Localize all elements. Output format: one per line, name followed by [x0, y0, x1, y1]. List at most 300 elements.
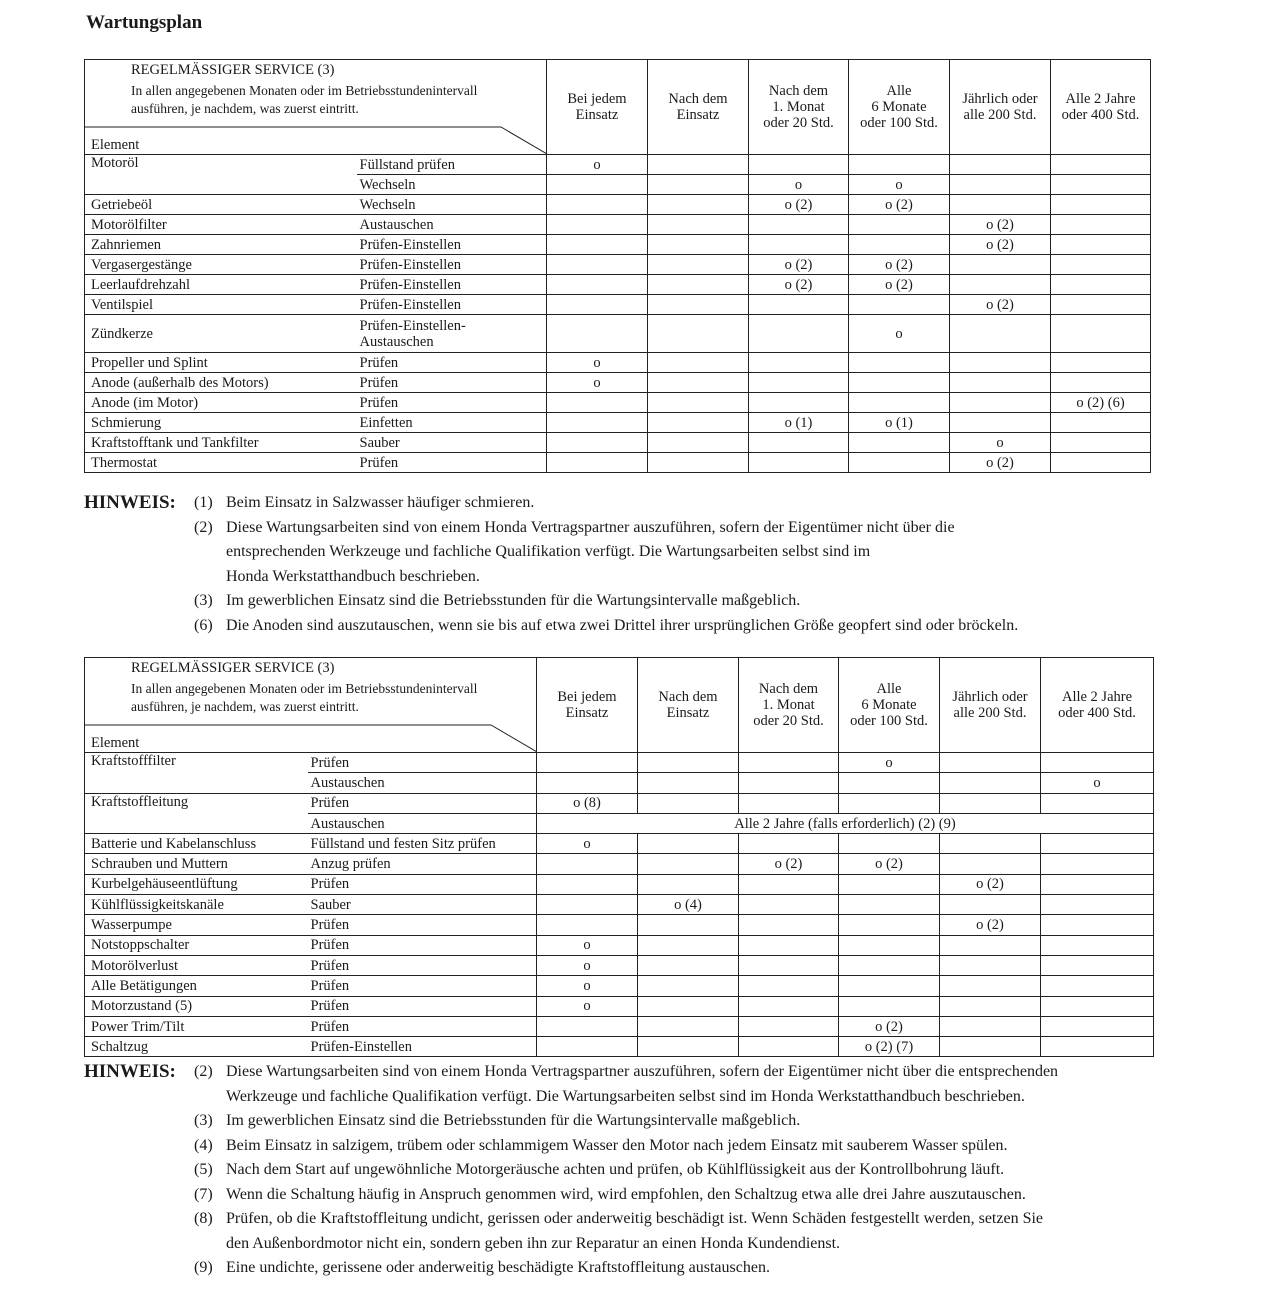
- interval-mark: o (2): [950, 215, 1051, 235]
- interval-mark: o (2): [940, 874, 1041, 894]
- interval-mark: o (8): [537, 793, 638, 813]
- note-text: Diese Wartungsarbeiten sind von einem Honda Vertragspartner auszuführen, sofern der Eigentümer nicht über die: [226, 518, 955, 536]
- maintenance-action: [357, 175, 547, 195]
- interval-mark: [950, 275, 1051, 295]
- action-text: Füllstand prüfen: [359, 156, 455, 173]
- interval-column-header: [849, 60, 950, 155]
- interval-mark: o (1): [849, 413, 950, 433]
- element-name: Kühlflüssigkeitskanäle: [85, 895, 308, 915]
- note-number: (3): [194, 1112, 213, 1129]
- interval-mark: [739, 996, 839, 1016]
- interval-column-header: [739, 658, 839, 753]
- column-header-line: 6 Monate: [871, 99, 927, 115]
- interval-mark: o (2): [749, 255, 849, 275]
- interval-mark: [950, 373, 1051, 393]
- interval-mark: [849, 353, 950, 373]
- interval-mark: [537, 753, 638, 773]
- note-number: (3): [194, 592, 213, 609]
- interval-mark: o (2): [839, 854, 940, 874]
- interval-mark: [648, 295, 749, 315]
- column-header-line: Einsatz: [676, 107, 720, 123]
- interval-mark: o (2): [950, 295, 1051, 315]
- action-text: Wechseln: [359, 196, 416, 213]
- table-row: [85, 935, 1154, 955]
- interval-mark: [1051, 255, 1151, 275]
- element-name: Zahnriemen: [85, 235, 357, 255]
- interval-mark: [950, 175, 1051, 195]
- table-row: [85, 453, 1151, 473]
- interval-mark: [940, 955, 1041, 975]
- interval-mark: o: [537, 976, 638, 996]
- column-header-line: alle 200 Std.: [963, 107, 1037, 123]
- interval-mark: [839, 996, 940, 1016]
- service-title: REGELMÄSSIGER SERVICE (3): [131, 62, 335, 78]
- interval-mark: [547, 413, 648, 433]
- table-row: [85, 915, 1154, 935]
- table-row: [85, 215, 1151, 235]
- action-text: Füllstand und festen Sitz prüfen: [310, 835, 496, 852]
- interval-mark: [1051, 195, 1151, 215]
- interval-mark: o (2): [940, 915, 1041, 935]
- interval-mark: [547, 235, 648, 255]
- action-text: Prüfen-Einstellen: [359, 296, 461, 313]
- interval-mark: o (4): [638, 895, 739, 915]
- header-corner: [85, 60, 547, 155]
- interval-span-note: Alle 2 Jahre (falls erforderlich) (2) (9): [537, 813, 1154, 833]
- maintenance-action: [357, 353, 547, 373]
- interval-mark: [537, 1037, 638, 1057]
- note-text: Werkzeuge und fachliche Qualifikation verfügt. Die Wartungsarbeiten selbst sind im Honda Werkstatthandbuch beschrieben.: [226, 1087, 1025, 1105]
- element-header: Element: [91, 137, 140, 153]
- interval-mark: [537, 895, 638, 915]
- interval-mark: [739, 773, 839, 793]
- maintenance-action: [357, 275, 547, 295]
- interval-mark: [739, 1016, 839, 1036]
- maintenance-action: [357, 155, 547, 175]
- interval-column-header: [648, 60, 749, 155]
- interval-mark: [1051, 155, 1151, 175]
- element-name: Motorzustand (5): [85, 996, 308, 1016]
- interval-mark: [940, 895, 1041, 915]
- maintenance-action: [357, 413, 547, 433]
- interval-mark: o (2): [849, 195, 950, 215]
- interval-mark: [950, 255, 1051, 275]
- action-text: Sauber: [310, 896, 351, 913]
- interval-column-header: [749, 60, 849, 155]
- interval-mark: [547, 315, 648, 353]
- note-text: entsprechenden Werkzeuge und fachliche Qualifikation verfügt. Die Wartungsarbeiten selbst sind im: [226, 543, 871, 560]
- interval-mark: [547, 433, 648, 453]
- table-row: [85, 976, 1154, 996]
- description-line: ausführen, je nachdem, was zuerst eintritt.: [131, 101, 359, 116]
- maintenance-table-2: [84, 657, 1154, 1057]
- interval-mark: [638, 976, 739, 996]
- interval-mark: [537, 1016, 638, 1036]
- table-row: [85, 793, 1154, 813]
- interval-mark: [547, 175, 648, 195]
- interval-mark: [849, 393, 950, 413]
- maintenance-action: [357, 255, 547, 275]
- interval-mark: [537, 854, 638, 874]
- interval-column-header: [537, 658, 638, 753]
- column-header-line: oder 20 Std.: [763, 115, 834, 131]
- maintenance-action: [357, 215, 547, 235]
- interval-mark: [739, 915, 839, 935]
- interval-mark: o: [537, 935, 638, 955]
- column-header-line: Nach dem: [668, 91, 728, 107]
- interval-mark: o: [547, 353, 648, 373]
- action-text: Austauschen: [359, 216, 434, 233]
- maintenance-action: [308, 854, 537, 874]
- note-number: (2): [194, 1063, 213, 1080]
- note-number: (9): [194, 1259, 213, 1276]
- interval-mark: o: [537, 834, 638, 854]
- maintenance-action: [308, 895, 537, 915]
- interval-mark: [739, 1037, 839, 1057]
- table-row: [85, 1037, 1154, 1057]
- interval-mark: [839, 773, 940, 793]
- action-text: Prüfen: [359, 374, 399, 391]
- interval-mark: [749, 453, 849, 473]
- column-header-line: Nach dem: [758, 681, 819, 697]
- interval-mark: [1041, 793, 1154, 813]
- interval-mark: [638, 854, 739, 874]
- interval-mark: [1041, 895, 1154, 915]
- interval-mark: o: [537, 955, 638, 975]
- action-text: Prüfen: [310, 876, 350, 893]
- element-name: Alle Betätigungen: [85, 976, 308, 996]
- interval-mark: [648, 433, 749, 453]
- action-text: Prüfen: [310, 754, 350, 771]
- table-row: [85, 834, 1154, 854]
- note-text: Die Anoden sind auszutauschen, wenn sie bis auf etwa zwei Drittel ihrer ursprünglichen Größe geopfert sind oder bröckeln.: [226, 616, 1019, 634]
- element-name: Anode (außerhalb des Motors): [85, 373, 357, 393]
- table-row: [85, 996, 1154, 1016]
- column-header-line: Einsatz: [666, 705, 710, 721]
- maintenance-action: [357, 315, 547, 353]
- interval-mark: [537, 915, 638, 935]
- interval-column-header: [638, 658, 739, 753]
- note-text: Beim Einsatz in Salzwasser häufiger schmieren.: [226, 494, 535, 511]
- interval-mark: [849, 215, 950, 235]
- element-name: Power Trim/Tilt: [85, 1016, 308, 1036]
- interval-mark: [940, 976, 1041, 996]
- maintenance-action: [308, 996, 537, 1016]
- interval-mark: [638, 874, 739, 894]
- table-row: [85, 155, 1151, 175]
- maintenance-action: [308, 935, 537, 955]
- maintenance-action: [308, 793, 537, 813]
- element-name: Wasserpumpe: [85, 915, 308, 935]
- maintenance-action: [308, 834, 537, 854]
- table-row: [85, 874, 1154, 894]
- interval-mark: [1041, 915, 1154, 935]
- interval-mark: [638, 834, 739, 854]
- action-text: Prüfen-Einstellen: [359, 276, 461, 293]
- interval-mark: [1041, 955, 1154, 975]
- action-text: Prüfen: [310, 917, 350, 934]
- interval-mark: [547, 393, 648, 413]
- interval-mark: [547, 195, 648, 215]
- action-text: Prüfen: [359, 454, 399, 471]
- interval-mark: [547, 453, 648, 473]
- interval-mark: [547, 215, 648, 235]
- interval-mark: [839, 895, 940, 915]
- column-header-line: 6 Monate: [861, 697, 917, 713]
- maintenance-action: [308, 874, 537, 894]
- column-header-line: oder 100 Std.: [860, 115, 938, 131]
- interval-mark: [849, 373, 950, 393]
- table-row: [85, 255, 1151, 275]
- interval-mark: [839, 874, 940, 894]
- action-text: Prüfen: [310, 795, 350, 812]
- description-line: ausführen, je nachdem, was zuerst eintritt.: [131, 699, 359, 714]
- table-row: [85, 895, 1154, 915]
- interval-mark: [1051, 275, 1151, 295]
- interval-column-header: [940, 658, 1041, 753]
- interval-mark: [839, 915, 940, 935]
- interval-mark: [950, 155, 1051, 175]
- maintenance-action: [357, 453, 547, 473]
- maintenance-action: [357, 393, 547, 413]
- note-text: den Außenbordmotor nicht ein, sondern geben ihn zur Reparatur an einen Honda Kundendienst.: [226, 1234, 841, 1252]
- interval-mark: [648, 353, 749, 373]
- interval-mark: [1041, 935, 1154, 955]
- interval-mark: [638, 1037, 739, 1057]
- column-header-line: alle 200 Std.: [953, 705, 1027, 721]
- interval-mark: [849, 155, 950, 175]
- element-name: Motorölfilter: [85, 215, 357, 235]
- interval-mark: [940, 793, 1041, 813]
- interval-mark: o (2): [749, 195, 849, 215]
- interval-mark: [648, 195, 749, 215]
- interval-mark: o: [950, 433, 1051, 453]
- action-text: Prüfen-Einstellen: [359, 236, 461, 253]
- interval-mark: [638, 955, 739, 975]
- interval-mark: o: [537, 996, 638, 1016]
- interval-mark: [749, 373, 849, 393]
- element-name: Zündkerze: [85, 315, 357, 353]
- interval-mark: [648, 275, 749, 295]
- note-text: Diese Wartungsarbeiten sind von einem Honda Vertragspartner auszuführen, sofern der Eigentümer nicht über die entsprechenden: [226, 1063, 1059, 1080]
- interval-mark: [1051, 413, 1151, 433]
- element-name: Anode (im Motor): [85, 393, 357, 413]
- action-text: Prüfen: [310, 998, 350, 1015]
- header-row: [85, 60, 1151, 155]
- interval-mark: o (2): [950, 453, 1051, 473]
- interval-mark: [749, 353, 849, 373]
- interval-mark: [1041, 753, 1154, 773]
- interval-mark: [849, 295, 950, 315]
- action-text: Prüfen-Einstellen: [359, 256, 461, 273]
- element-name: Batterie und Kabelanschluss: [85, 834, 308, 854]
- interval-mark: [648, 215, 749, 235]
- interval-mark: [1051, 315, 1151, 353]
- interval-mark: o: [849, 315, 950, 353]
- maintenance-action: [308, 1016, 537, 1036]
- action-text: Einfetten: [359, 414, 413, 431]
- action-text: Austauschen: [310, 815, 385, 832]
- interval-mark: [849, 433, 950, 453]
- column-header-line: 1. Monat: [762, 697, 815, 713]
- interval-mark: o: [547, 373, 648, 393]
- table-row: [85, 1016, 1154, 1036]
- interval-mark: [950, 195, 1051, 215]
- maintenance-table-1: [84, 59, 1151, 473]
- action-text: Austauschen: [310, 774, 385, 791]
- interval-mark: [1051, 373, 1151, 393]
- element-name: Kurbelgehäuseentlüftung: [85, 874, 308, 894]
- interval-mark: [1051, 175, 1151, 195]
- interval-mark: o (2) (6): [1051, 393, 1151, 413]
- column-header-line: oder 400 Std.: [1061, 107, 1140, 123]
- note-text: Eine undichte, gerissene oder anderweitig beschädigte Kraftstoffleitung austauschen.: [226, 1259, 770, 1276]
- table-row: [85, 235, 1151, 255]
- table-row: [85, 753, 1154, 773]
- interval-mark: [739, 935, 839, 955]
- maintenance-action: [308, 813, 537, 833]
- action-text: Austauschen: [359, 333, 434, 350]
- interval-mark: o (1): [749, 413, 849, 433]
- action-text: Prüfen: [310, 937, 350, 954]
- interval-mark: [537, 773, 638, 793]
- interval-mark: [950, 413, 1051, 433]
- interval-mark: [638, 793, 739, 813]
- interval-mark: [1041, 1037, 1154, 1057]
- interval-mark: o (2): [749, 275, 849, 295]
- note-text: Im gewerblichen Einsatz sind die Betriebsstunden für die Wartungsintervalle maßgeblich.: [226, 1112, 801, 1129]
- interval-mark: o (2): [849, 275, 950, 295]
- interval-mark: [749, 295, 849, 315]
- interval-mark: o: [849, 175, 950, 195]
- notes-label: HINWEIS:: [84, 1061, 176, 1082]
- interval-mark: [1051, 433, 1151, 453]
- interval-mark: [749, 315, 849, 353]
- maintenance-action: [357, 195, 547, 215]
- interval-mark: o (2): [849, 255, 950, 275]
- interval-mark: [547, 295, 648, 315]
- interval-mark: [940, 753, 1041, 773]
- action-text: Sauber: [359, 434, 400, 451]
- maintenance-action: [357, 373, 547, 393]
- note-number: (5): [194, 1161, 213, 1178]
- interval-mark: [648, 175, 749, 195]
- note-number: (8): [194, 1210, 213, 1227]
- interval-mark: [638, 935, 739, 955]
- note-text: Honda Werkstatthandbuch beschrieben.: [226, 567, 480, 585]
- interval-mark: [739, 793, 839, 813]
- maintenance-action: [308, 955, 537, 975]
- action-text: Prüfen: [310, 1018, 350, 1035]
- note-number: (4): [194, 1136, 213, 1154]
- interval-mark: [950, 393, 1051, 413]
- interval-mark: [1041, 834, 1154, 854]
- table-row: [85, 195, 1151, 215]
- action-text: Prüfen: [310, 957, 350, 974]
- element-name: Ventilspiel: [85, 295, 357, 315]
- interval-mark: [849, 453, 950, 473]
- interval-mark: o: [749, 175, 849, 195]
- interval-mark: [940, 773, 1041, 793]
- interval-mark: [940, 854, 1041, 874]
- maintenance-action: [308, 773, 537, 793]
- interval-mark: [547, 255, 648, 275]
- interval-mark: [638, 753, 739, 773]
- interval-mark: [638, 773, 739, 793]
- interval-mark: [648, 373, 749, 393]
- action-text: Prüfen-Einstellen-: [359, 317, 466, 334]
- table-row: [85, 413, 1151, 433]
- maintenance-action: [308, 1037, 537, 1057]
- interval-mark: [739, 955, 839, 975]
- service-description: [131, 680, 477, 716]
- interval-mark: [648, 155, 749, 175]
- column-header-line: Einsatz: [565, 705, 609, 721]
- action-text: Anzug prüfen: [310, 856, 391, 873]
- column-header-line: Nach dem: [768, 83, 829, 99]
- element-name: Vergasergestänge: [85, 255, 357, 275]
- table-row: [85, 353, 1151, 373]
- interval-mark: [1051, 215, 1151, 235]
- interval-mark: [839, 976, 940, 996]
- note-text: Prüfen, ob die Kraftstoffleitung undicht, gerissen oder anderweitig beschädigt ist. Wenn Schäden festgestellt werden, setzen Sie: [226, 1210, 1044, 1227]
- element-name: Motoröl: [85, 155, 357, 195]
- interval-mark: [749, 235, 849, 255]
- interval-mark: [1041, 854, 1154, 874]
- interval-mark: [1041, 1016, 1154, 1036]
- note-number: (1): [194, 494, 213, 511]
- column-header-line: Jährlich oder: [952, 689, 1028, 705]
- interval-mark: [940, 1016, 1041, 1036]
- interval-mark: [839, 955, 940, 975]
- interval-mark: [638, 1016, 739, 1036]
- interval-mark: [739, 753, 839, 773]
- interval-mark: [739, 976, 839, 996]
- interval-mark: [940, 996, 1041, 1016]
- interval-mark: [739, 874, 839, 894]
- maintenance-action: [357, 433, 547, 453]
- interval-mark: [950, 353, 1051, 373]
- interval-mark: [638, 996, 739, 1016]
- interval-mark: [839, 793, 940, 813]
- interval-column-header: [1051, 60, 1151, 155]
- interval-column-header: [950, 60, 1051, 155]
- column-header-line: Nach dem: [658, 689, 718, 705]
- interval-mark: [648, 315, 749, 353]
- element-name: Motorölverlust: [85, 955, 308, 975]
- column-header-line: Bei jedem: [567, 91, 627, 107]
- interval-mark: [739, 895, 839, 915]
- note-number: (6): [194, 616, 213, 634]
- column-header-line: 1. Monat: [772, 99, 825, 115]
- interval-mark: [648, 255, 749, 275]
- table-row: [85, 295, 1151, 315]
- element-name: Schaltzug: [85, 1037, 308, 1057]
- column-header-line: Bei jedem: [557, 689, 617, 705]
- interval-mark: o: [839, 753, 940, 773]
- table-row: [85, 315, 1151, 353]
- interval-mark: [537, 874, 638, 894]
- description-line: In allen angegebenen Monaten oder im Betriebsstundenintervall: [131, 681, 478, 696]
- element-name: Leerlaufdrehzahl: [85, 275, 357, 295]
- maintenance-action: [308, 976, 537, 996]
- note-text: Wenn die Schaltung häufig in Anspruch genommen wird, wird empfohlen, den Schaltzug etwa alle drei Jahre auszutauschen.: [226, 1185, 1026, 1203]
- note-text: Im gewerblichen Einsatz sind die Betriebsstunden für die Wartungsintervalle maßgeblich.: [226, 592, 801, 609]
- interval-mark: [749, 433, 849, 453]
- interval-mark: [839, 834, 940, 854]
- interval-column-header: [839, 658, 940, 753]
- interval-mark: [648, 235, 749, 255]
